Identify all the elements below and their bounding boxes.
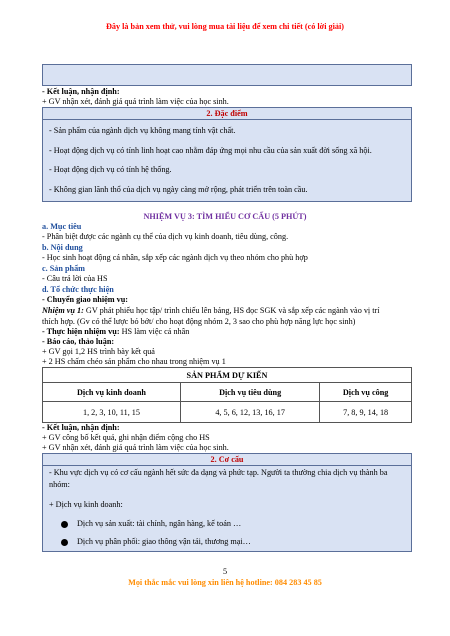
conclusion-line: + GV nhận xét, đánh giá quá trình làm việc của học sinh. <box>42 443 229 452</box>
bullet-icon <box>61 521 68 528</box>
execute-line <box>42 327 189 337</box>
table-header: Dịch vụ kinh doanh <box>43 383 181 402</box>
execute-label: - Thực hiện nhiệm vụ: <box>42 327 120 336</box>
task1-text-cont: thích hợp. (Gv có thể lược bỏ bớt/ cho hoạt động nhóm 2, 3 sao cho phù hợp năng lực học sinh) <box>42 317 356 326</box>
conclusion-text: + GV nhận xét, đánh giá quá trình làm việc của học sinh. <box>42 97 229 106</box>
objective-text: - Phân biệt được các ngành cụ thể của dịch vụ kinh doanh, tiêu dùng, công. <box>42 232 289 241</box>
expected-product-table <box>42 367 412 423</box>
table-cell: 4, 5, 6, 12, 13, 16, 17 <box>181 402 320 423</box>
task1-label: Nhiệm vụ 1: <box>42 306 84 315</box>
product-text: - Câu trả lời của HS <box>42 274 108 283</box>
structure-bullet <box>61 537 251 546</box>
continued-box <box>42 64 412 86</box>
report-line: + 2 HS chấm chéo sản phẩm cho nhau trong nhiệm vụ 1 <box>42 357 226 366</box>
structure-line: + Dịch vụ kinh doanh: <box>49 500 123 509</box>
page-number: 5 <box>222 567 228 576</box>
report-line: + GV gọi 1,2 HS trình bày kết quả <box>42 347 155 356</box>
structure-box <box>42 453 412 552</box>
product-label: c. Sản phẩm <box>42 264 85 273</box>
content-label: b. Nội dung <box>42 243 83 252</box>
table-header: Dịch vụ tiêu dùng <box>181 383 320 402</box>
execute-text: HS làm việc cá nhân <box>119 327 190 336</box>
table-row <box>43 402 412 423</box>
structure-line: nhóm: <box>49 480 70 489</box>
characteristic-line: - Hoạt động dịch vụ có tính hệ thống. <box>49 165 172 174</box>
preview-banner: Đây là bản xem thử, vui lòng mua tài liệu để xem chi tiết (có lời giải) <box>105 22 344 31</box>
characteristic-line: - Sản phẩm của ngành dịch vụ không mang tính vật chất. <box>49 126 236 135</box>
conclusion-line: + GV công bố kết quả, ghi nhận điểm cộng cho HS <box>42 433 210 442</box>
table-cell: 7, 8, 9, 14, 18 <box>320 402 412 423</box>
table-header-row <box>43 383 412 402</box>
characteristic-line: - Hoạt động dịch vụ có tính linh hoạt cao nhằm đáp ứng mọi nhu cầu của sản xuất đời sống xã hội. <box>49 146 372 155</box>
characteristics-heading: 2. Đặc điểm <box>43 108 411 120</box>
conclusion-title: - Kết luận, nhận định: <box>42 87 120 96</box>
report-label: - Báo cáo, thảo luận: <box>42 337 115 346</box>
table-title: SẢN PHẨM DỰ KIẾN <box>43 368 412 383</box>
content-text: - Học sinh hoạt động cá nhân, sắp xếp các ngành dịch vụ theo nhóm cho phù hợp <box>42 253 308 262</box>
bullet-icon <box>61 539 68 546</box>
assign-task-label: - Chuyển giao nhiệm vụ: <box>42 295 128 304</box>
table-cell: 1, 2, 3, 10, 11, 15 <box>43 402 181 423</box>
table-header: Dịch vụ công <box>320 383 412 402</box>
structure-bullet <box>61 519 241 528</box>
structure-line: - Khu vực dịch vụ có cơ cấu ngành hết sức đa dạng và phức tạp. Người ta thường chia dịch vụ thành ba <box>49 468 388 477</box>
task1-text: GV phát phiếu học tập/ trình chiếu lên bảng, HS đọc SGK và sắp xếp các ngành vào vị trí <box>83 306 380 315</box>
organization-label: d. Tổ chức thực hiện <box>42 285 114 294</box>
hotline-banner: Mọi thắc mắc vui lòng xin liên hệ hotline: 084 283 45 85 <box>128 578 322 587</box>
conclusion-title-2: - Kết luận, nhận định: <box>42 423 120 432</box>
structure-heading: 2. Cơ cấu <box>43 454 411 466</box>
task1-line <box>42 306 380 316</box>
characteristic-line: - Không gian lãnh thổ của dịch vụ ngày càng mở rộng, phát triển trên toàn cầu. <box>49 185 308 194</box>
bullet-text: Dịch vụ phân phối: giao thông vận tải, thương mại… <box>77 537 251 546</box>
characteristics-box <box>42 107 412 202</box>
objective-label: a. Mục tiêu <box>42 222 82 231</box>
task3-title: NHIỆM VỤ 3: TÌM HIỂU CƠ CẤU (5 PHÚT) <box>143 212 307 221</box>
bullet-text: Dịch vụ sản xuất: tài chính, ngân hàng, kế toán … <box>77 519 242 528</box>
